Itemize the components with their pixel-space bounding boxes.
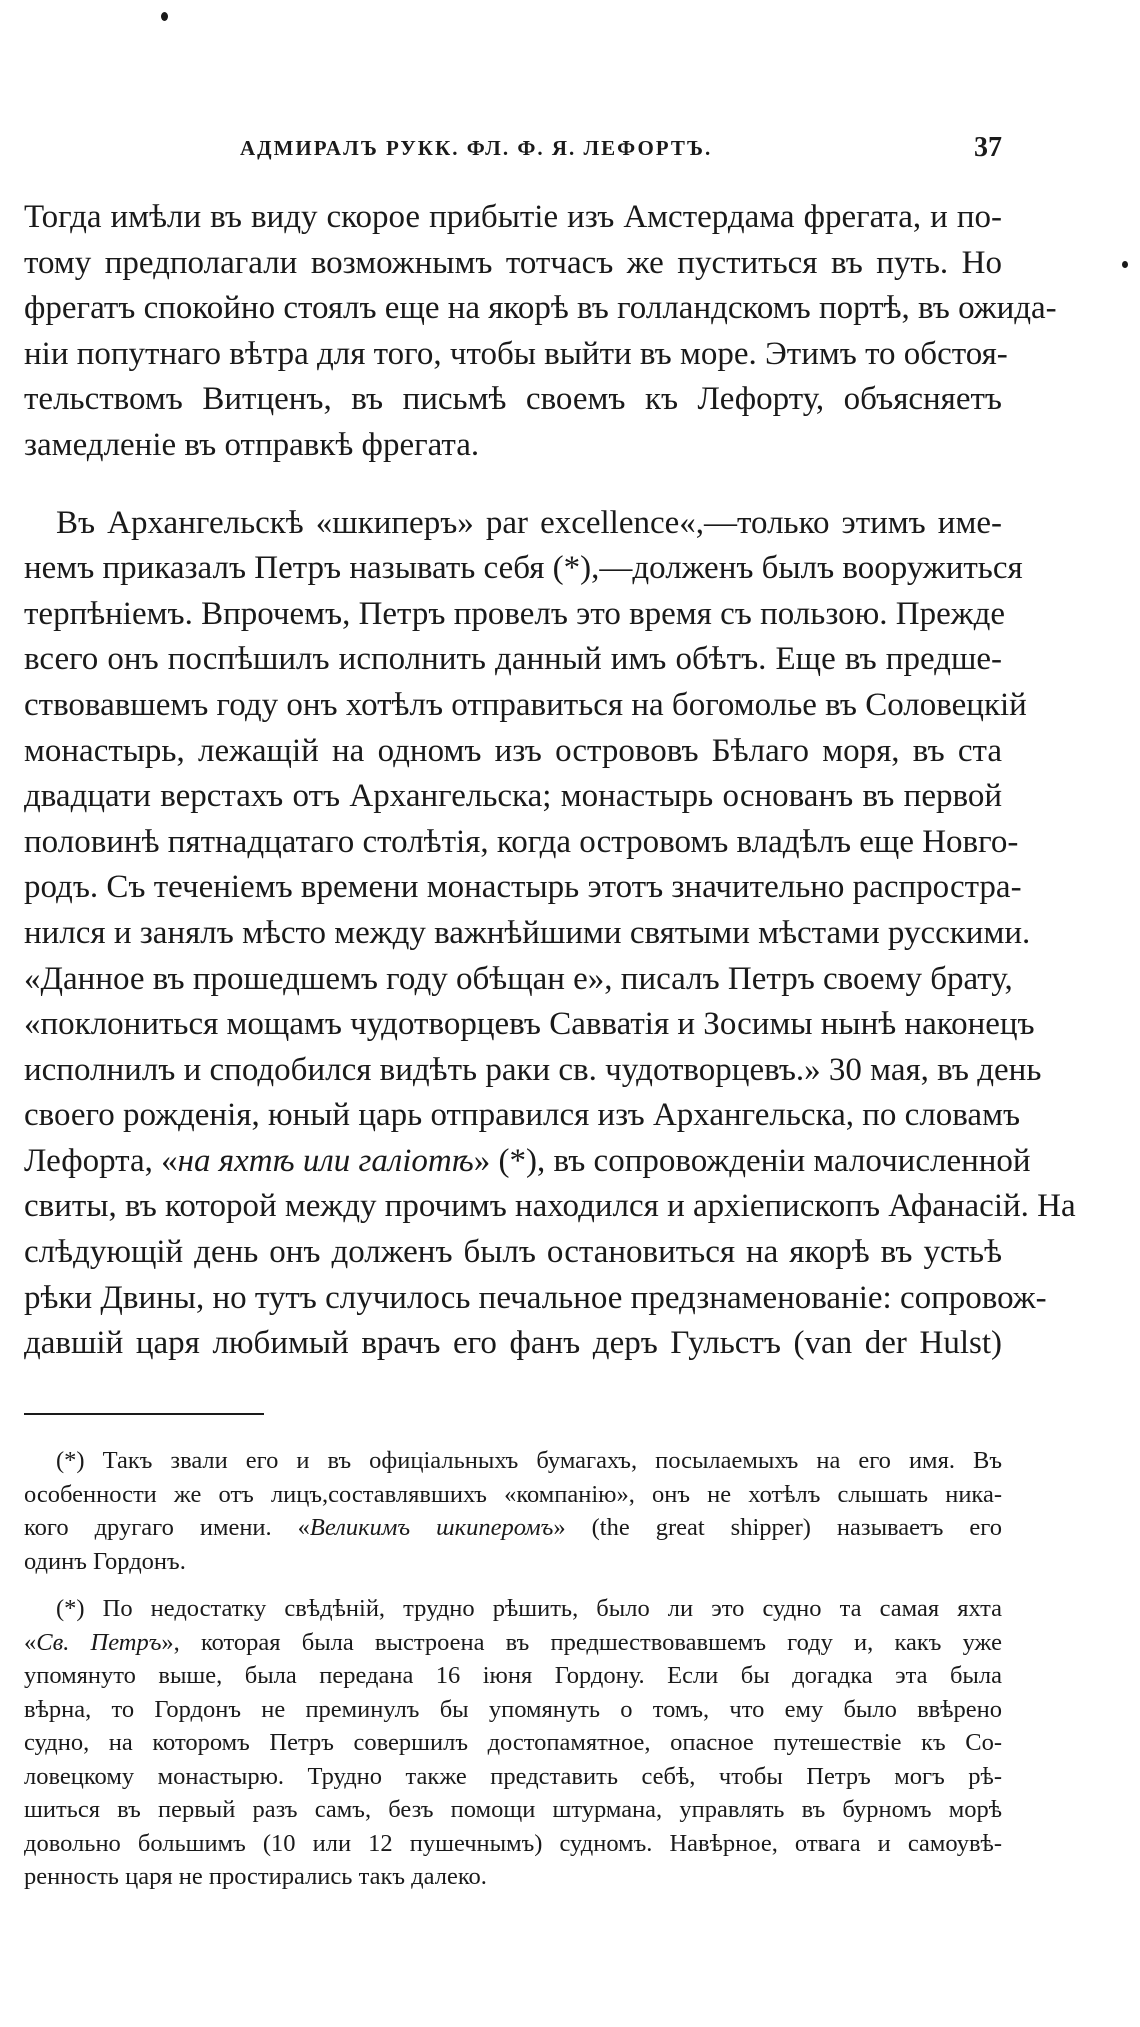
paragraph-1	[24, 195, 1057, 469]
ink-speck	[161, 12, 168, 21]
text-line: фрегатъ спокойно стоялъ еще на якорѣ въ голландскомъ портѣ, въ ожида-	[24, 290, 1057, 327]
footnote-line: одинъ Гордонъ.	[24, 1547, 186, 1575]
footnote-line: особенности же отъ лицъ,составлявшихъ «компанію», онъ не хотѣлъ слышать ника-	[24, 1480, 1002, 1508]
text-line: монастырь, лежащій на одномъ изъ острововъ Бѣлаго моря, въ ста	[24, 732, 1002, 769]
footnote-line: ловецкому монастырю. Трудно также представить себѣ, чтобы Петръ могъ рѣ-	[24, 1762, 1002, 1790]
running-header	[240, 128, 1002, 168]
page-number: 37	[974, 132, 1002, 163]
text-segment: Лефорта, «	[24, 1142, 178, 1179]
text-line: ствовавшемъ году онъ хотѣлъ отправиться на богомолье въ Соловецкій	[24, 686, 1027, 723]
footnote-line: судно, на которомъ Петръ совершилъ достопамятное, опасное путешествіе къ Со-	[24, 1729, 1002, 1756]
text-line: «Данное въ прошедшемъ году обѣщан е», писалъ Петръ своему брату,	[24, 960, 1013, 997]
footnote-line: (*) Такъ звали его и въ офиціальныхъ бумагахъ, посылаемыхъ на его имя. Въ	[56, 1447, 1002, 1474]
footnote-divider	[24, 1413, 264, 1415]
text-line: немъ приказалъ Петръ называть себя (*),—долженъ былъ вооружиться	[24, 550, 1023, 587]
text-line: Въ Архангельскѣ «шкиперъ» par excellence«,—только этимъ име-	[56, 504, 1002, 541]
paragraph-2	[24, 501, 1076, 1367]
text-line: ніи попутнаго вѣтра для того, чтобы выйти въ море. Этимъ то обстоя-	[24, 335, 1008, 372]
main-text	[24, 195, 1076, 1367]
footnote-1	[24, 1444, 1002, 1578]
text-segment: » (the great shipper) называетъ его	[553, 1514, 1002, 1541]
footnote-line-with-italic	[24, 1511, 1002, 1545]
ink-speck	[1122, 261, 1128, 268]
text-line: свиты, въ которой между прочимъ находился и архіепископъ Афанасій. На	[24, 1188, 1076, 1225]
footnote-2	[24, 1592, 1002, 1894]
italic-quote: на яхтѣ или галіотѣ	[177, 1142, 474, 1179]
footnote-line: вѣрна, то Гордонъ не преминулъ бы упомянуть о томъ, что ему было ввѣрено	[24, 1695, 1002, 1723]
italic-quote: Великимъ шкиперомъ	[309, 1514, 554, 1541]
text-segment: » (*), въ сопровожденіи малочисленной	[473, 1142, 1031, 1179]
text-line: всего онъ поспѣшилъ исполнить данный имъ обѣтъ. Еще въ предше-	[24, 641, 1002, 678]
text-line: нился и занялъ мѣсто между важнѣйшими святыми мѣстами русскими.	[24, 914, 1031, 951]
text-line-with-italic	[24, 1139, 1031, 1185]
footnote-line: довольно большимъ (10 или 12 пушечнымъ) судномъ. Навѣрное, отвага и самоувѣ-	[24, 1829, 1002, 1857]
italic-quote: Св. Петръ	[36, 1628, 162, 1656]
running-title: АДМИРАЛЪ РУКК. ФЛ. Ф. Я. ЛЕФОРТЪ.	[240, 135, 713, 160]
text-line: тельствомъ Витценъ, въ письмѣ своемъ къ Лефорту, объясняетъ	[24, 381, 1002, 418]
text-line: Тогда имѣли въ виду скорое прибытіе изъ Амстердама фрегата, и по-	[24, 199, 1002, 235]
text-line: «поклониться мощамъ чудотворцевъ Савватія и Зосимы нынѣ наконецъ	[24, 1006, 1035, 1043]
footnote-line-with-italic	[24, 1626, 1002, 1660]
footnote-line: упомянуто выше, была передана 16 іюня Гордону. Если бы догадка эта была	[24, 1662, 1002, 1689]
footnote-line: шиться въ первый разъ самъ, безъ помощи штурмана, управлять въ бурномъ морѣ	[24, 1796, 1002, 1823]
text-line: половинѣ пятнадцатаго столѣтія, когда островомъ владѣлъ еще Новго-	[24, 823, 1019, 860]
footnote-line: ренность царя не простирались такъ далеко.	[24, 1863, 487, 1890]
footnotes	[24, 1444, 1002, 1894]
text-segment: кого другаго имени. «	[24, 1514, 310, 1541]
text-line: двадцати верстахъ отъ Архангельска; монастырь основанъ въ первой	[24, 778, 1002, 815]
text-line: рѣки Двины, но тутъ случилось печальное предзнаменованіе: сопровож-	[24, 1279, 1047, 1316]
text-line: своего рожденія, юный царь отправился изъ Архангельска, по словамъ	[24, 1097, 1021, 1134]
footnote-line: (*) По недостатку свѣдѣній, трудно рѣшить, было ли это судно та самая яхта	[56, 1595, 1002, 1622]
text-line: исполнилъ и сподобился видѣть раки св. чудотворцевъ.» 30 мая, въ день	[24, 1051, 1042, 1088]
text-line: замедленіе въ отправкѣ фрегата.	[24, 426, 480, 463]
text-line: тому предполагали возможнымъ тотчасъ же пуститься въ путь. Но	[24, 244, 1002, 281]
text-line: слѣдующій день онъ долженъ былъ остановиться на якорѣ въ устьѣ	[24, 1234, 1002, 1271]
text-line: терпѣніемъ. Впрочемъ, Петръ провелъ это время съ пользою. Прежде	[24, 595, 1006, 632]
text-segment: », которая была выстроена въ предшествовавшемъ году и, какъ уже	[161, 1628, 1002, 1656]
text-segment: «	[24, 1628, 37, 1656]
text-line: давшій царя любимый врачъ его фанъ деръ Гульстъ (van der Hulst)	[24, 1325, 1002, 1362]
text-line: родъ. Съ теченіемъ времени монастырь этотъ значительно распростра-	[24, 869, 1022, 906]
